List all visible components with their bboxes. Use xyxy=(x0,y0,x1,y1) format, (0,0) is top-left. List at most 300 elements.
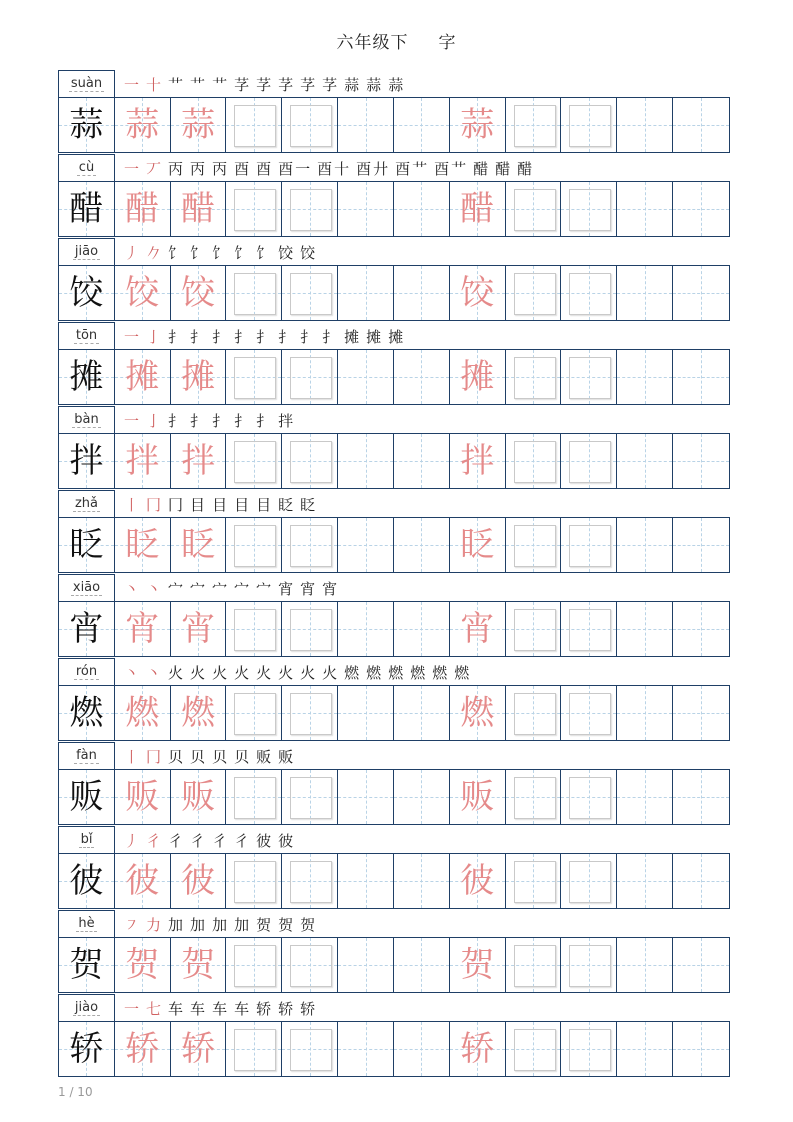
stroke-step: 冂 xyxy=(146,496,164,514)
model-char-cell xyxy=(59,266,115,320)
trace-character: 摊 xyxy=(125,357,160,397)
character-row xyxy=(58,406,730,490)
stroke-step: 醋 xyxy=(473,160,491,178)
inner-practice-square xyxy=(569,525,611,567)
practice-box-cell[interactable] xyxy=(561,434,617,488)
blank-practice-cell[interactable] xyxy=(617,98,673,152)
inner-practice-square xyxy=(234,357,276,399)
stroke-step: 冂 xyxy=(146,748,164,766)
stroke-step: 火 xyxy=(212,664,230,682)
inner-practice-square xyxy=(569,861,611,903)
practice-box-cell[interactable] xyxy=(282,938,338,992)
stroke-step: 贺 xyxy=(300,916,318,934)
writing-grid xyxy=(58,265,730,321)
practice-box-cell[interactable] xyxy=(226,770,282,824)
practice-box-cell[interactable] xyxy=(561,938,617,992)
practice-box-cell[interactable] xyxy=(506,770,562,824)
stroke-step: 宀 xyxy=(212,580,230,598)
blank-practice-cell[interactable] xyxy=(338,1022,394,1076)
blank-practice-cell[interactable] xyxy=(338,98,394,152)
pinyin: xiāo xyxy=(72,580,101,595)
stroke-step: 彼 xyxy=(256,832,274,850)
model-char-cell xyxy=(59,770,115,824)
blank-practice-cell[interactable] xyxy=(394,1022,450,1076)
stroke-step: 目 xyxy=(256,496,274,514)
inner-practice-square xyxy=(569,273,611,315)
pinyin-box xyxy=(58,742,115,769)
stroke-step: 彳 xyxy=(234,832,252,850)
practice-box-cell[interactable] xyxy=(506,350,562,404)
trace-character: 醋 xyxy=(460,189,495,229)
trace-char-cell xyxy=(450,770,506,824)
inner-practice-square xyxy=(234,441,276,483)
model-character: 轿 xyxy=(69,1029,104,1069)
pinyin: jiāo xyxy=(74,244,99,259)
blank-practice-cell[interactable] xyxy=(338,266,394,320)
stroke-step: 七 xyxy=(146,1000,164,1018)
blank-practice-cell[interactable] xyxy=(394,770,450,824)
blank-practice-cell[interactable] xyxy=(617,770,673,824)
practice-box-cell[interactable] xyxy=(561,686,617,740)
stroke-step: 扌 xyxy=(234,412,252,430)
trace-character: 拌 xyxy=(125,441,160,481)
trace-char-cell xyxy=(171,350,227,404)
stroke-step: 𠂊 xyxy=(146,244,164,262)
trace-char-cell xyxy=(450,434,506,488)
stroke-step: 加 xyxy=(168,916,186,934)
character-row xyxy=(58,574,730,658)
stroke-step: 丨 xyxy=(124,496,142,514)
inner-practice-square xyxy=(569,1029,611,1071)
pinyin: suàn xyxy=(70,76,103,91)
practice-box-cell[interactable] xyxy=(226,602,282,656)
trace-char-cell xyxy=(115,266,171,320)
character-row xyxy=(58,70,730,154)
blank-practice-cell[interactable] xyxy=(673,770,729,824)
practice-box-cell[interactable] xyxy=(282,854,338,908)
practice-box-cell[interactable] xyxy=(226,686,282,740)
stroke-step: 扌 xyxy=(256,328,274,346)
stroke-step: 车 xyxy=(168,1000,186,1018)
trace-character: 贩 xyxy=(125,777,160,817)
stroke-step: 轿 xyxy=(278,1000,296,1018)
blank-practice-cell[interactable] xyxy=(673,602,729,656)
pinyin-box xyxy=(58,910,115,937)
trace-char-cell xyxy=(115,938,171,992)
stroke-step: 饣 xyxy=(190,244,208,262)
blank-practice-cell[interactable] xyxy=(673,938,729,992)
trace-character: 彼 xyxy=(460,861,495,901)
blank-practice-cell[interactable] xyxy=(617,518,673,572)
row-header xyxy=(58,658,730,685)
blank-practice-cell[interactable] xyxy=(394,182,450,236)
stroke-step: 宵 xyxy=(300,580,318,598)
stroke-step: 酉一 xyxy=(278,160,313,178)
stroke-step: 燃 xyxy=(432,664,450,682)
blank-practice-cell[interactable] xyxy=(617,686,673,740)
row-header xyxy=(58,910,730,937)
trace-character: 贺 xyxy=(125,945,160,985)
inner-practice-square xyxy=(234,861,276,903)
blank-practice-cell[interactable] xyxy=(617,434,673,488)
practice-box-cell[interactable] xyxy=(226,266,282,320)
stroke-step: 轿 xyxy=(256,1000,274,1018)
writing-grid xyxy=(58,517,730,573)
inner-practice-square xyxy=(234,609,276,651)
trace-character: 蒜 xyxy=(460,105,495,145)
stroke-step: 宀 xyxy=(234,580,252,598)
stroke-step: 彳 xyxy=(212,832,230,850)
trace-character: 拌 xyxy=(460,441,495,481)
inner-practice-square xyxy=(290,441,332,483)
pinyin-box xyxy=(58,658,115,685)
stroke-step: 亅 xyxy=(146,412,164,430)
stroke-step: 轿 xyxy=(300,1000,318,1018)
blank-practice-cell[interactable] xyxy=(617,350,673,404)
trace-char-cell xyxy=(450,1022,506,1076)
row-header xyxy=(58,994,730,1021)
practice-box-cell[interactable] xyxy=(561,602,617,656)
stroke-step: 丆 xyxy=(146,160,164,178)
inner-practice-square xyxy=(290,861,332,903)
blank-practice-cell[interactable] xyxy=(617,602,673,656)
trace-character: 拌 xyxy=(181,441,216,481)
trace-char-cell xyxy=(115,686,171,740)
practice-box-cell[interactable] xyxy=(282,518,338,572)
practice-box-cell[interactable] xyxy=(282,266,338,320)
character-row xyxy=(58,826,730,910)
trace-char-cell xyxy=(115,98,171,152)
practice-box-cell[interactable] xyxy=(282,602,338,656)
inner-practice-square xyxy=(569,693,611,735)
trace-char-cell xyxy=(450,602,506,656)
blank-practice-cell[interactable] xyxy=(338,434,394,488)
pinyin-box xyxy=(58,322,115,349)
stroke-step: 蒜 xyxy=(366,76,384,94)
inner-practice-square xyxy=(234,525,276,567)
pinyin-box xyxy=(58,994,115,1021)
stroke-step: 彳 xyxy=(168,832,186,850)
practice-box-cell[interactable] xyxy=(226,182,282,236)
practice-box-cell[interactable] xyxy=(282,350,338,404)
practice-box-cell[interactable] xyxy=(226,854,282,908)
blank-practice-cell[interactable] xyxy=(673,98,729,152)
stroke-step: 亅 xyxy=(146,328,164,346)
trace-character: 饺 xyxy=(460,273,495,313)
practice-box-cell[interactable] xyxy=(506,602,562,656)
stroke-step: 扌 xyxy=(212,328,230,346)
stroke-step: 一 xyxy=(124,160,142,178)
practice-box-cell[interactable] xyxy=(561,518,617,572)
blank-practice-cell[interactable] xyxy=(338,182,394,236)
pinyin: zhǎ xyxy=(74,496,99,511)
character-row xyxy=(58,490,730,574)
character-row xyxy=(58,322,730,406)
practice-sheet xyxy=(58,70,730,1078)
stroke-step: 芓 xyxy=(300,76,318,94)
trace-character: 彼 xyxy=(125,861,160,901)
inner-practice-square xyxy=(569,777,611,819)
practice-box-cell[interactable] xyxy=(226,938,282,992)
blank-practice-cell[interactable] xyxy=(673,854,729,908)
practice-box-cell[interactable] xyxy=(561,182,617,236)
trace-char-cell xyxy=(171,770,227,824)
pinyin: bàn xyxy=(74,412,99,427)
practice-box-cell[interactable] xyxy=(282,434,338,488)
character-row xyxy=(58,910,730,994)
pinyin-box xyxy=(58,238,115,265)
stroke-step: 酉 xyxy=(234,160,252,178)
practice-box-cell[interactable] xyxy=(561,1022,617,1076)
blank-practice-cell[interactable] xyxy=(338,518,394,572)
practice-box-cell[interactable] xyxy=(282,770,338,824)
pinyin: fàn xyxy=(76,748,97,763)
blank-practice-cell[interactable] xyxy=(617,938,673,992)
practice-box-cell[interactable] xyxy=(561,266,617,320)
stroke-step: 丶 xyxy=(124,580,142,598)
blank-practice-cell[interactable] xyxy=(673,182,729,236)
inner-practice-square xyxy=(234,945,276,987)
trace-char-cell xyxy=(450,98,506,152)
stroke-step: 贝 xyxy=(234,748,252,766)
practice-box-cell[interactable] xyxy=(226,350,282,404)
stroke-step: 摊 xyxy=(344,328,362,346)
stroke-step: 丨 xyxy=(124,748,142,766)
stroke-step: 燃 xyxy=(366,664,384,682)
blank-practice-cell[interactable] xyxy=(673,686,729,740)
row-header xyxy=(58,826,730,853)
stroke-step: 火 xyxy=(322,664,340,682)
inner-practice-square xyxy=(290,357,332,399)
blank-practice-cell[interactable] xyxy=(394,350,450,404)
blank-practice-cell[interactable] xyxy=(673,434,729,488)
pinyin-box xyxy=(58,154,115,181)
blank-practice-cell[interactable] xyxy=(338,854,394,908)
stroke-step: 丶 xyxy=(146,580,164,598)
stroke-step: 扌 xyxy=(190,328,208,346)
practice-box-cell[interactable] xyxy=(282,686,338,740)
trace-char-cell xyxy=(115,350,171,404)
stroke-step: 芓 xyxy=(322,76,340,94)
stroke-step: 扌 xyxy=(168,412,186,430)
stroke-step: 火 xyxy=(278,664,296,682)
trace-character: 宵 xyxy=(460,609,495,649)
stroke-step: 火 xyxy=(256,664,274,682)
inner-practice-square xyxy=(234,105,276,147)
row-header xyxy=(58,70,730,97)
stroke-order xyxy=(124,242,322,263)
stroke-step: 贩 xyxy=(256,748,274,766)
blank-practice-cell[interactable] xyxy=(673,1022,729,1076)
blank-practice-cell[interactable] xyxy=(617,182,673,236)
model-char-cell xyxy=(59,350,115,404)
model-char-cell xyxy=(59,182,115,236)
stroke-step: 火 xyxy=(190,664,208,682)
trace-char-cell xyxy=(115,854,171,908)
writing-grid xyxy=(58,769,730,825)
stroke-order xyxy=(124,830,300,851)
stroke-step: 丿 xyxy=(124,832,142,850)
stroke-step: 丙 xyxy=(212,160,230,178)
practice-box-cell[interactable] xyxy=(561,770,617,824)
stroke-step: 扌 xyxy=(212,412,230,430)
inner-practice-square xyxy=(514,525,556,567)
stroke-step: 饺 xyxy=(300,244,318,262)
practice-box-cell[interactable] xyxy=(226,434,282,488)
model-character: 贺 xyxy=(69,945,104,985)
trace-char-cell xyxy=(450,854,506,908)
stroke-step: ㇇ xyxy=(124,916,142,934)
inner-practice-square xyxy=(569,357,611,399)
stroke-step: 酉廾 xyxy=(356,160,391,178)
practice-box-cell[interactable] xyxy=(226,518,282,572)
trace-char-cell xyxy=(171,182,227,236)
practice-box-cell[interactable] xyxy=(506,266,562,320)
stroke-step: 车 xyxy=(190,1000,208,1018)
stroke-step: 燃 xyxy=(410,664,428,682)
practice-box-cell[interactable] xyxy=(282,182,338,236)
stroke-step: 加 xyxy=(190,916,208,934)
stroke-step: 丶 xyxy=(146,664,164,682)
model-character: 拌 xyxy=(69,441,104,481)
inner-practice-square xyxy=(234,777,276,819)
stroke-step: 目 xyxy=(212,496,230,514)
blank-practice-cell[interactable] xyxy=(617,854,673,908)
inner-practice-square xyxy=(234,273,276,315)
pinyin: jiào xyxy=(74,1000,99,1015)
row-header xyxy=(58,406,730,433)
blank-practice-cell[interactable] xyxy=(394,434,450,488)
stroke-step: 宀 xyxy=(190,580,208,598)
row-header xyxy=(58,574,730,601)
writing-grid xyxy=(58,601,730,657)
writing-grid xyxy=(58,181,730,237)
stroke-step: 丙 xyxy=(168,160,186,178)
stroke-step: 眨 xyxy=(300,496,318,514)
blank-practice-cell[interactable] xyxy=(338,770,394,824)
inner-practice-square xyxy=(514,357,556,399)
inner-practice-square xyxy=(290,609,332,651)
stroke-step: 饣 xyxy=(168,244,186,262)
trace-char-cell xyxy=(115,602,171,656)
character-row xyxy=(58,154,730,238)
practice-box-cell[interactable] xyxy=(506,434,562,488)
model-char-cell xyxy=(59,686,115,740)
inner-practice-square xyxy=(290,525,332,567)
blank-practice-cell[interactable] xyxy=(394,98,450,152)
trace-char-cell xyxy=(171,98,227,152)
stroke-step: 艹 xyxy=(212,76,230,94)
blank-practice-cell[interactable] xyxy=(673,518,729,572)
stroke-order xyxy=(124,74,410,95)
practice-box-cell[interactable] xyxy=(506,1022,562,1076)
trace-char-cell xyxy=(115,434,171,488)
row-header xyxy=(58,490,730,517)
stroke-order xyxy=(124,410,300,431)
practice-box-cell[interactable] xyxy=(561,854,617,908)
practice-box-cell[interactable] xyxy=(226,98,282,152)
stroke-step: 饣 xyxy=(234,244,252,262)
trace-char-cell xyxy=(450,686,506,740)
trace-character: 彼 xyxy=(181,861,216,901)
pinyin-box xyxy=(58,574,115,601)
inner-practice-square xyxy=(514,273,556,315)
practice-box-cell[interactable] xyxy=(506,98,562,152)
pinyin: bǐ xyxy=(80,832,93,847)
inner-practice-square xyxy=(514,1029,556,1071)
blank-practice-cell[interactable] xyxy=(394,686,450,740)
stroke-step: 艹 xyxy=(168,76,186,94)
stroke-step: 加 xyxy=(212,916,230,934)
stroke-step: 酉艹 xyxy=(395,160,430,178)
blank-practice-cell[interactable] xyxy=(394,854,450,908)
stroke-order xyxy=(124,326,410,347)
model-char-cell xyxy=(59,854,115,908)
trace-character: 眨 xyxy=(125,525,160,565)
blank-practice-cell[interactable] xyxy=(673,266,729,320)
pinyin-box xyxy=(58,70,115,97)
inner-practice-square xyxy=(234,693,276,735)
model-char-cell xyxy=(59,98,115,152)
blank-practice-cell[interactable] xyxy=(338,602,394,656)
practice-box-cell[interactable] xyxy=(282,98,338,152)
blank-practice-cell[interactable] xyxy=(338,686,394,740)
blank-practice-cell[interactable] xyxy=(673,350,729,404)
practice-box-cell[interactable] xyxy=(561,350,617,404)
practice-box-cell[interactable] xyxy=(226,1022,282,1076)
pinyin: rón xyxy=(75,664,98,679)
practice-box-cell[interactable] xyxy=(506,938,562,992)
pinyin-box xyxy=(58,406,115,433)
blank-practice-cell[interactable] xyxy=(338,938,394,992)
stroke-step: 贺 xyxy=(278,916,296,934)
blank-practice-cell[interactable] xyxy=(617,1022,673,1076)
practice-box-cell[interactable] xyxy=(506,854,562,908)
blank-practice-cell[interactable] xyxy=(338,350,394,404)
trace-character: 轿 xyxy=(181,1029,216,1069)
row-header xyxy=(58,154,730,181)
inner-practice-square xyxy=(234,189,276,231)
blank-practice-cell[interactable] xyxy=(394,602,450,656)
pinyin: cù xyxy=(78,160,95,175)
practice-box-cell[interactable] xyxy=(282,1022,338,1076)
stroke-step: 酉艹 xyxy=(434,160,469,178)
blank-practice-cell[interactable] xyxy=(394,938,450,992)
stroke-step: 宵 xyxy=(322,580,340,598)
stroke-step: 摊 xyxy=(388,328,406,346)
stroke-step: 丙 xyxy=(190,160,208,178)
stroke-step: 扌 xyxy=(190,412,208,430)
stroke-step: 眨 xyxy=(278,496,296,514)
practice-box-cell[interactable] xyxy=(506,182,562,236)
blank-practice-cell[interactable] xyxy=(617,266,673,320)
trace-char-cell xyxy=(171,266,227,320)
stroke-step: 酉十 xyxy=(317,160,352,178)
stroke-step: 拌 xyxy=(278,412,296,430)
stroke-order xyxy=(124,662,476,683)
trace-char-cell xyxy=(450,266,506,320)
blank-practice-cell[interactable] xyxy=(394,518,450,572)
practice-box-cell[interactable] xyxy=(506,686,562,740)
trace-char-cell xyxy=(171,686,227,740)
practice-box-cell[interactable] xyxy=(561,98,617,152)
stroke-step: 车 xyxy=(212,1000,230,1018)
blank-practice-cell[interactable] xyxy=(394,266,450,320)
practice-box-cell[interactable] xyxy=(506,518,562,572)
stroke-step: 火 xyxy=(168,664,186,682)
inner-practice-square xyxy=(514,861,556,903)
title-suffix: 字 xyxy=(438,33,457,53)
